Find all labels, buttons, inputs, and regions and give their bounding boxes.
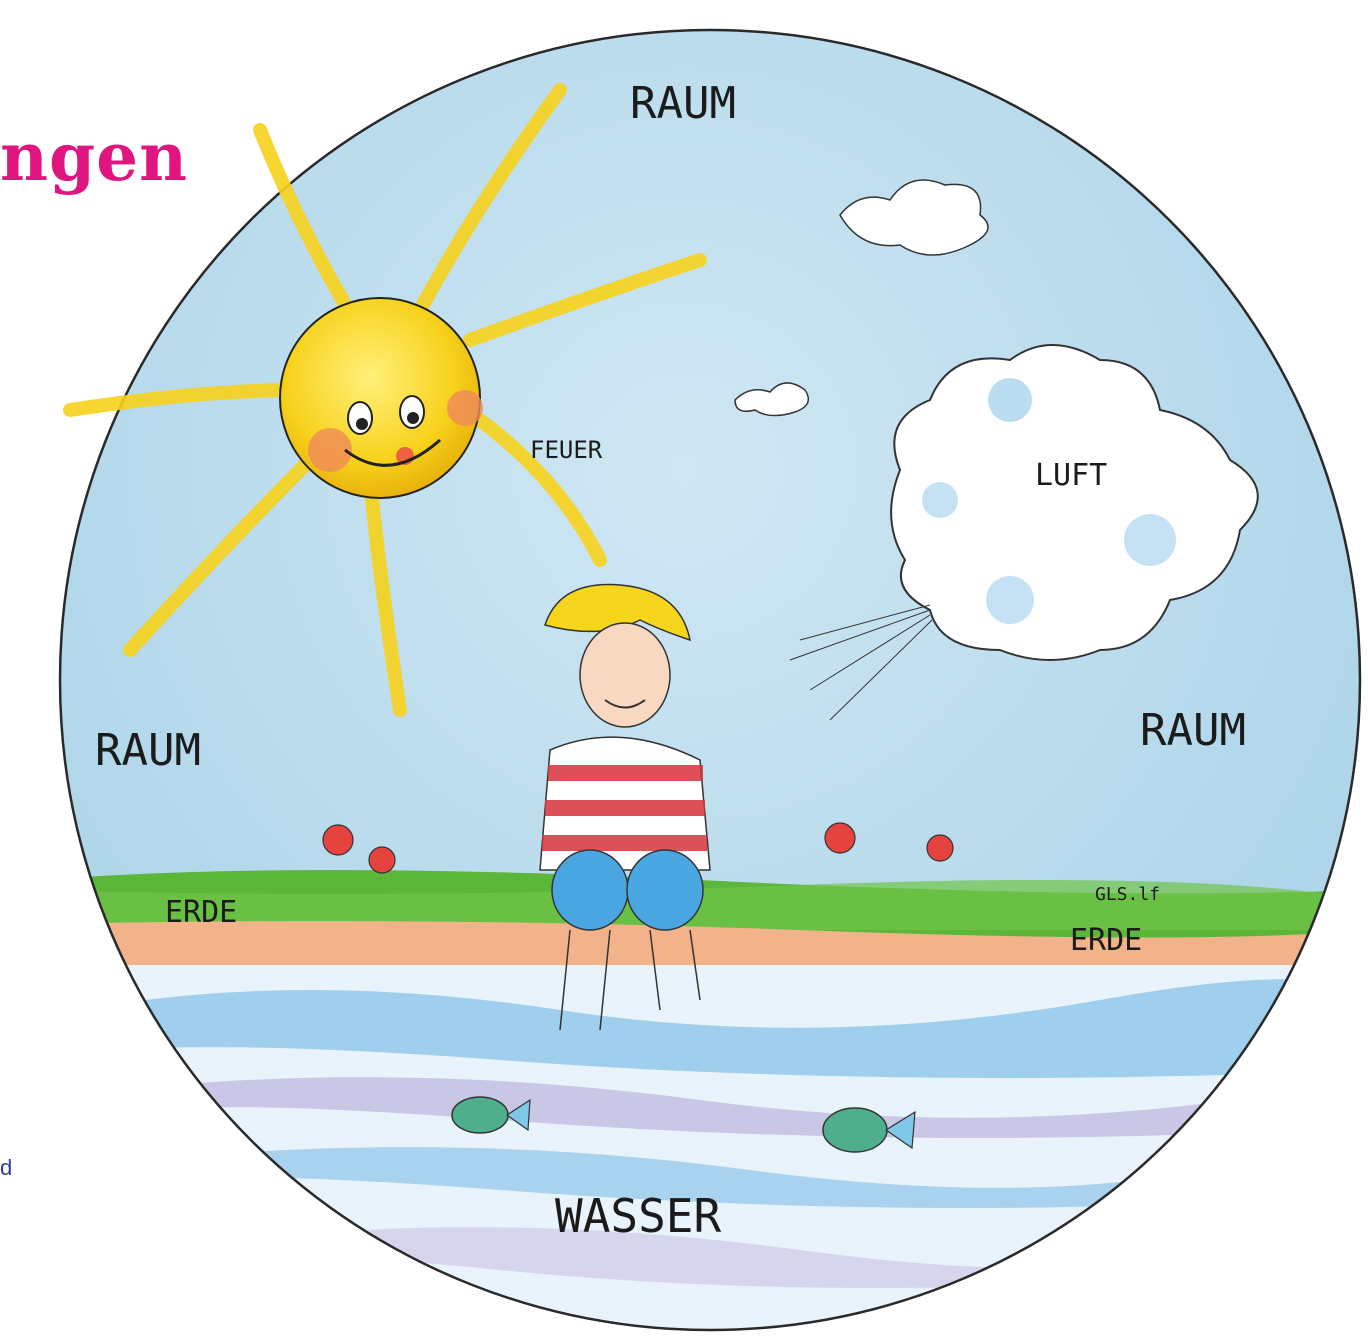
label-luft: LUFT xyxy=(1035,458,1108,493)
label-raum-top: RAUM xyxy=(630,78,736,129)
footer-text-fragment: d xyxy=(0,1155,13,1180)
label-erde-right: ERDE xyxy=(1070,923,1143,958)
label-feuer: FEUER xyxy=(530,436,603,464)
label-raum-right: RAUM xyxy=(1140,705,1246,756)
brand-logo-fragment: ngen xyxy=(0,118,189,196)
artist-signature: GLS.lf xyxy=(1095,884,1161,905)
label-raum-left: RAUM xyxy=(95,725,201,776)
label-wasser: WASSER xyxy=(555,1189,722,1243)
label-erde-left: ERDE xyxy=(165,895,238,930)
